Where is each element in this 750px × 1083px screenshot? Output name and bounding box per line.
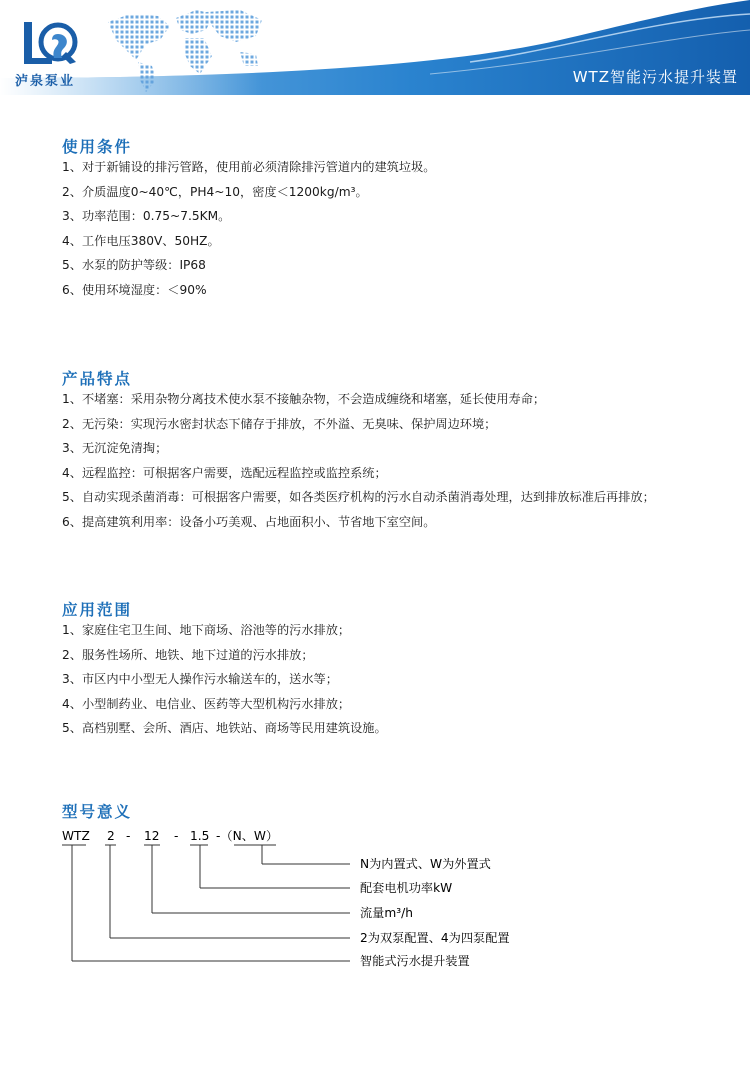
list-item: 2、服务性场所、地铁、地下过道的污水排放； [62,647,314,662]
applications-list [62,618,387,741]
product-title: WTZ智能污水提升装置 [572,68,738,86]
model-meaning: 智能式污水提升装置 [360,954,470,968]
model-code-pumps: 2 [107,829,115,843]
list-item: 3、功率范围：0.75~7.5KM。 [62,209,231,224]
list-item: 2、介质温度0~40℃，PH4~10，密度＜1200kg/m³。 [62,184,368,199]
list-item: 4、远程监控：可根据客户需要，选配远程监控或监控系统； [62,465,387,480]
brand-name: 泸泉泵业 [15,74,76,89]
list-item: 6、使用环境湿度：＜90% [62,282,207,297]
section-title-model: 型号意义 [62,803,133,821]
list-item: 4、工作电压380V、50HZ。 [62,233,220,248]
list-item: 3、市区内中小型无人操作污水输送车的，送水等； [62,672,338,687]
list-item: 6、提高建筑利用率：设备小巧美观、占地面积小、节省地下室空间。 [62,514,436,529]
section-title-applications: 应用范围 [62,601,133,619]
model-code-diagram [0,820,750,980]
list-item: 1、家庭住宅卫生间、地下商场、浴池等的污水排放； [62,623,351,637]
list-item: 5、水泵的防护等级：IP68 [62,258,206,273]
conditions-list [62,155,435,303]
model-code-flow: 12 [144,829,160,843]
list-item: 5、高档别墅、会所、酒店、地铁站、商场等民用建筑设施。 [62,721,387,736]
company-logo-icon [18,18,82,68]
list-item: 1、对于新铺设的排污管路，使用前必须清除排污管道内的建筑垃圾。 [62,160,436,174]
page-header [0,0,750,95]
section-title-conditions: 使用条件 [62,138,133,156]
list-item: 3、无沉淀免清掏； [62,441,168,456]
model-meaning: 流量m³/h [360,906,413,920]
list-item: 1、不堵塞：采用杂物分离技术使水泵不接触杂物，不会造成缠绕和堵塞，延长使用寿命； [62,392,546,406]
model-meaning: 2为双泵配置、4为四泵配置 [360,931,510,945]
list-item: 4、小型制药业、电信业、医药等大型机构污水排放； [62,696,351,711]
model-connector-lines [62,845,350,961]
model-code-dash: - [126,829,131,843]
model-meaning: 配套电机功率kW [360,881,453,895]
model-code-series: WTZ [62,829,90,843]
list-item: 2、无污染：实现污水密封状态下储存于排放，不外溢、无臭味、保护周边环境； [62,416,497,431]
model-code-install: -（N、W） [216,829,279,843]
list-item: 5、自动实现杀菌消毒：可根据客户需要，如各类医疗机构的污水自动杀菌消毒处理，达到排放标准后再排放； [62,490,655,505]
model-code-power: 1.5 [190,829,210,843]
model-code-dash: - [174,829,179,843]
section-title-features: 产品特点 [62,370,133,388]
features-list [62,387,655,535]
model-meaning: N为内置式、W为外置式 [360,857,491,871]
